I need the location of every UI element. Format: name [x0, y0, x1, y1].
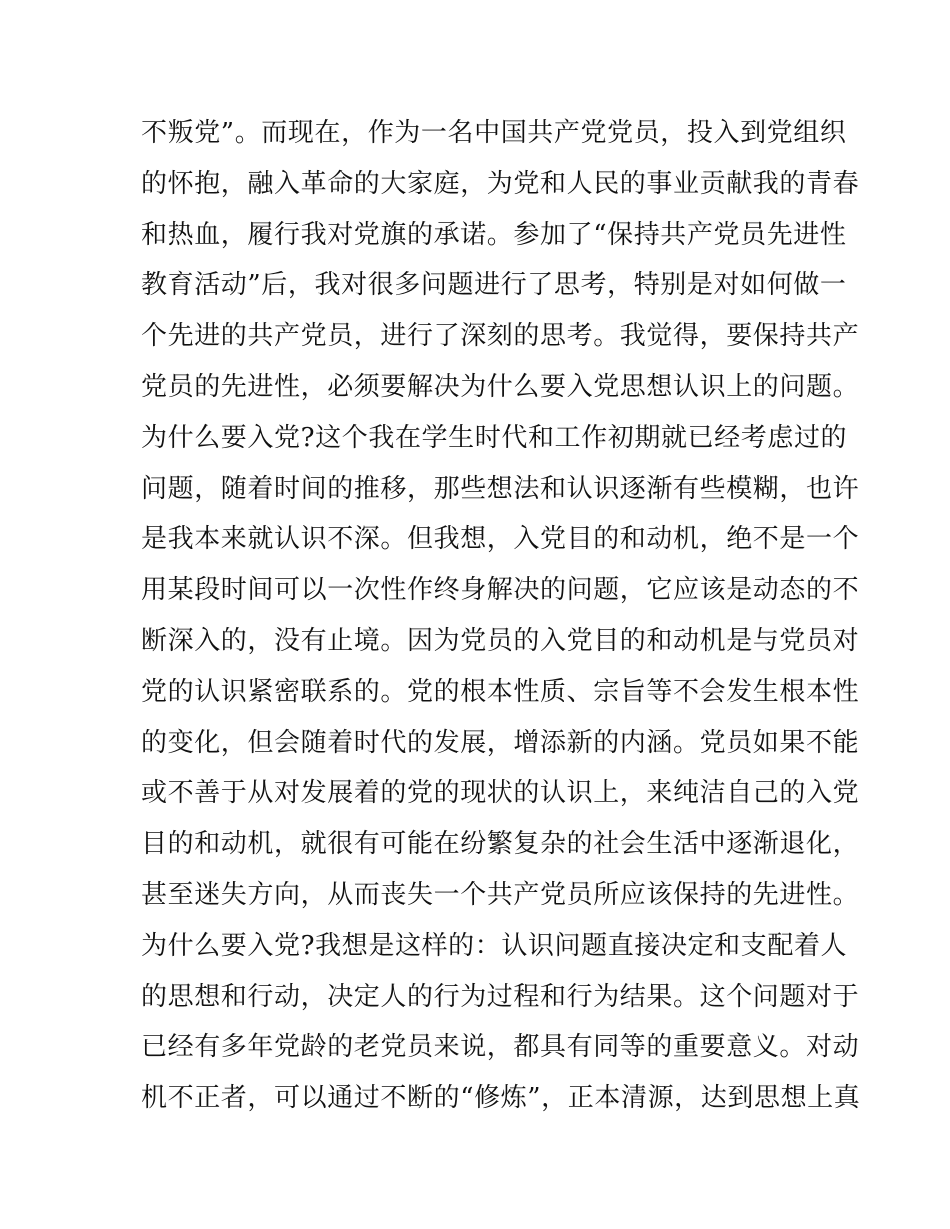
text-line-19: 已经有多年党龄的老党员来说，都具有同等的重要意义。对动 [141, 1032, 860, 1063]
text-line-1: 不叛党”。而现在，作为一名中国共产党党员，投入到党组织 [141, 118, 847, 148]
text-line-7: 为什么要入党?这个我在学生时代和工作初期就已经考虑过的 [141, 422, 848, 453]
text-line-17: 为什么要入党?我想是这样的：认识问题直接决定和支配着人 [141, 930, 848, 961]
text-line-11: 断深入的，没有止境。因为党员的入党目的和动机是与党员对 [141, 625, 860, 656]
text-line-16: 甚至迷失方向，从而丧失一个共产党员所应该保持的先进性。 [141, 879, 860, 910]
text-line-4: 教育活动”后，我对很多问题进行了思考，特别是对如何做一 [141, 270, 847, 301]
text-line-12: 党的认识紧密联系的。党的根本性质、宗旨等不会发生根本性 [141, 676, 860, 707]
text-line-20: 机不正者，可以通过不断的“修炼”，正本清源，达到思想上真 [141, 1083, 861, 1114]
text-line-6: 党员的先进性，必须要解决为什么要入党思想认识上的问题。 [141, 371, 860, 402]
body-text [141, 108, 861, 1124]
text-line-5: 个先进的共产党员，进行了深刻的思考。我觉得，要保持共产 [141, 321, 860, 352]
text-line-15: 目的和动机，就很有可能在纷繁复杂的社会生活中逐渐退化， [141, 829, 860, 860]
text-line-2: 的怀抱，融入革命的大家庭，为党和人民的事业贡献我的青春 [141, 168, 860, 199]
text-line-9: 是我本来就认识不深。但我想，入党目的和动机，绝不是一个 [141, 524, 860, 555]
text-line-3: 和热血，履行我对党旗的承诺。参加了“保持共产党员先进性 [141, 219, 847, 250]
text-line-18: 的思想和行动，决定人的行为过程和行为结果。这个问题对于 [141, 981, 860, 1012]
text-line-8: 问题，随着时间的推移，那些想法和认识逐渐有些模糊，也许 [141, 473, 860, 504]
text-line-10: 用某段时间可以一次性作终身解决的问题，它应该是动态的不 [141, 575, 860, 606]
text-line-13: 的变化，但会随着时代的发展，增添新的内涵。党员如果不能 [141, 727, 860, 758]
text-line-14: 或不善于从对发展着的党的现状的认识上，来纯洁自己的入党 [141, 778, 860, 809]
